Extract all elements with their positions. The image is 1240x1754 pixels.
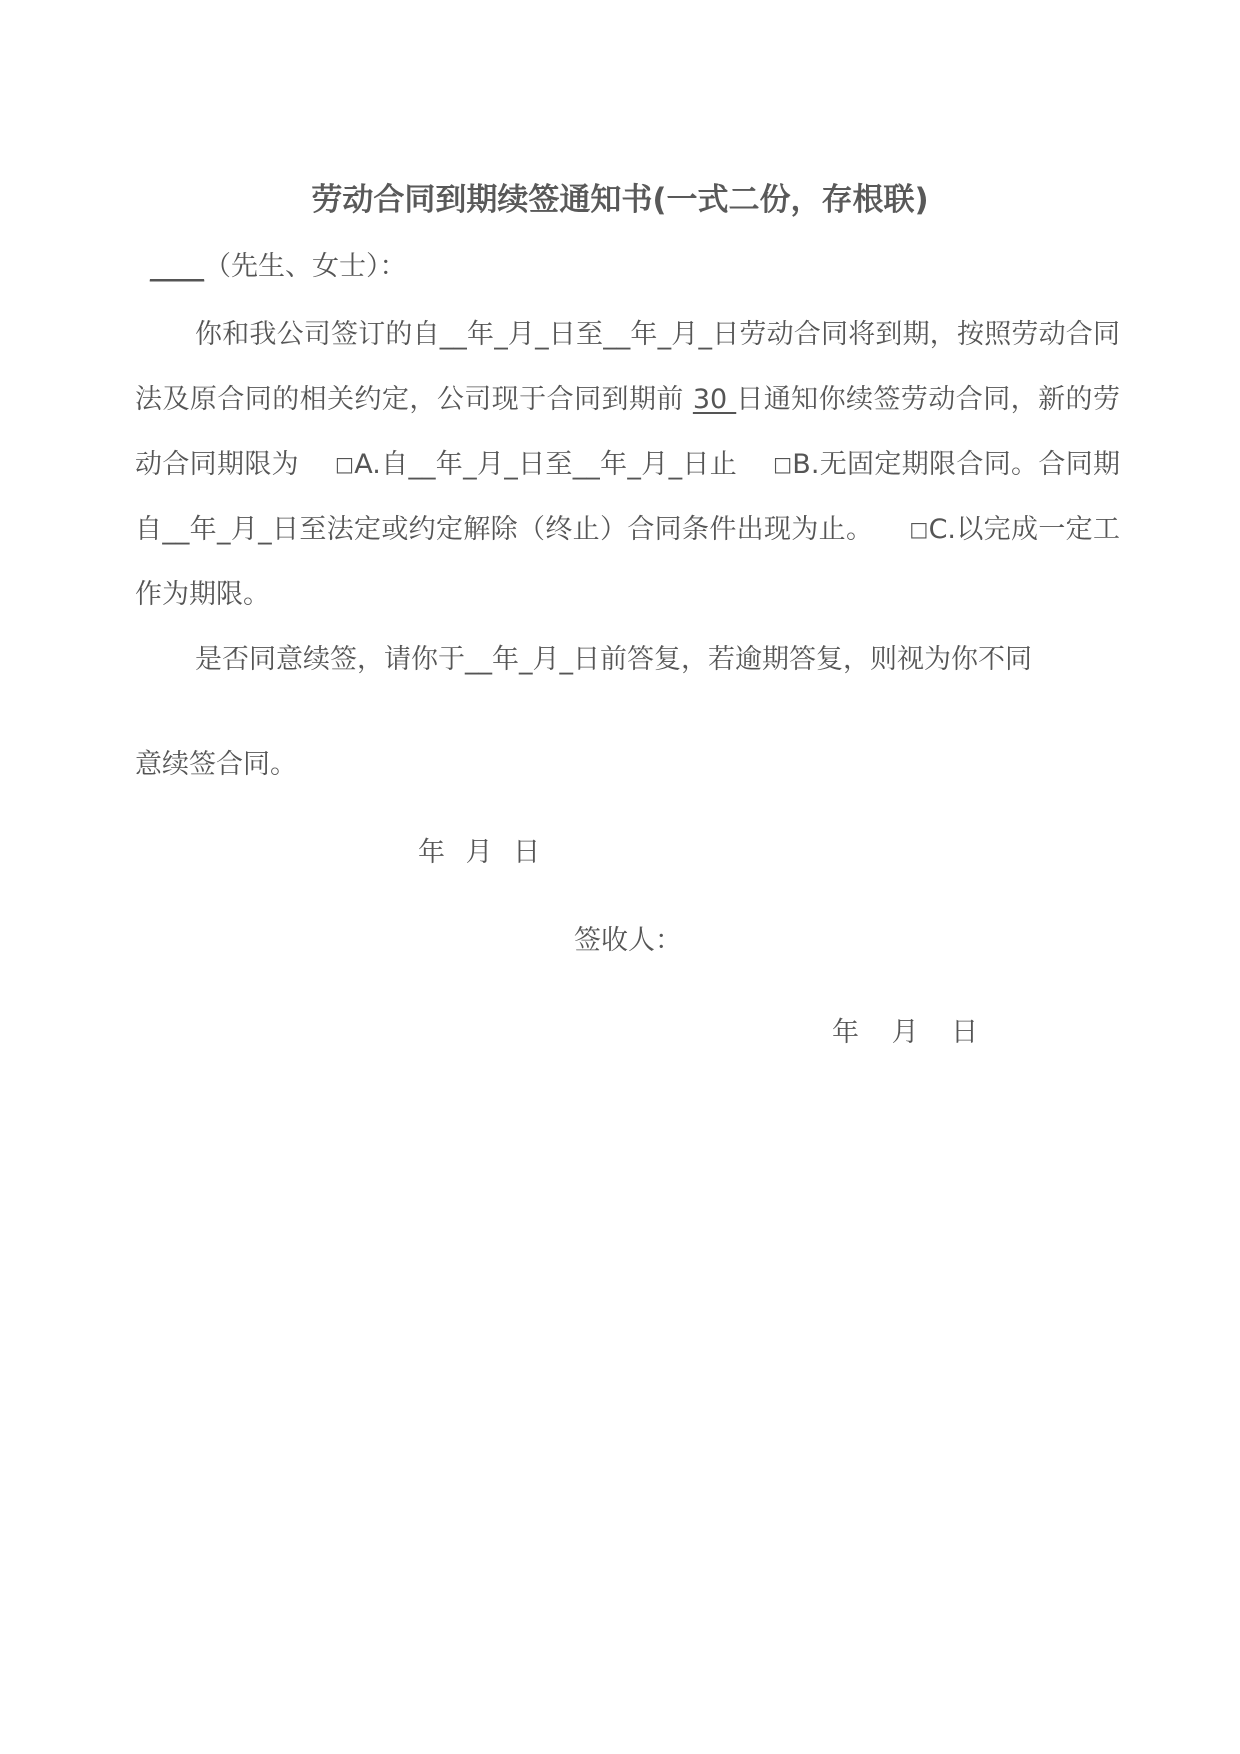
option-a	[335, 449, 737, 480]
signer-label: 签收人：	[574, 925, 682, 956]
salutation-name-blank: ____	[150, 251, 204, 282]
receipt-date: 年 月 日	[832, 1017, 979, 1048]
option-a-text: A.自__年_月_日至__年_月_日止	[354, 449, 738, 480]
paragraph-reply-deadline-end: 意续签合同。	[135, 749, 297, 780]
para1-intro: 你和我公司签订的自__年_月_日至__年_月_日劳动合同将到期，按照劳动合同法及原合同的相关约定，公司现于合同到期前	[135, 319, 1120, 415]
document-title: 劳动合同到期续签通知书(一式二份，存根联)	[311, 182, 929, 218]
para1-mid: 日通知你续签劳动合同，新的劳动合同期限为	[135, 384, 1120, 480]
paragraph-reply-deadline: 是否同意续签，请你于__年_月_日前答复，若逾期答复，则视为你不同	[195, 644, 1032, 675]
salutation-line	[150, 244, 407, 283]
option-b-checkbox: □	[773, 452, 793, 476]
option-a-checkbox: □	[334, 452, 355, 476]
notice-days: 30	[692, 384, 737, 415]
option-b-text: B.无固定期限合同。合同期自__年_月_日至法定或约定解除（终止）合同条件出现为止。	[135, 449, 1121, 545]
option-c-text: C.以完成一定工作为期限。	[135, 514, 1120, 610]
paragraph-renewal-terms	[135, 302, 1120, 627]
issue-date: 年 月 日	[418, 837, 541, 868]
notice-body	[135, 302, 1120, 692]
salutation-suffix: （先生、女士）：	[204, 251, 407, 282]
option-c-checkbox: □	[909, 517, 929, 541]
